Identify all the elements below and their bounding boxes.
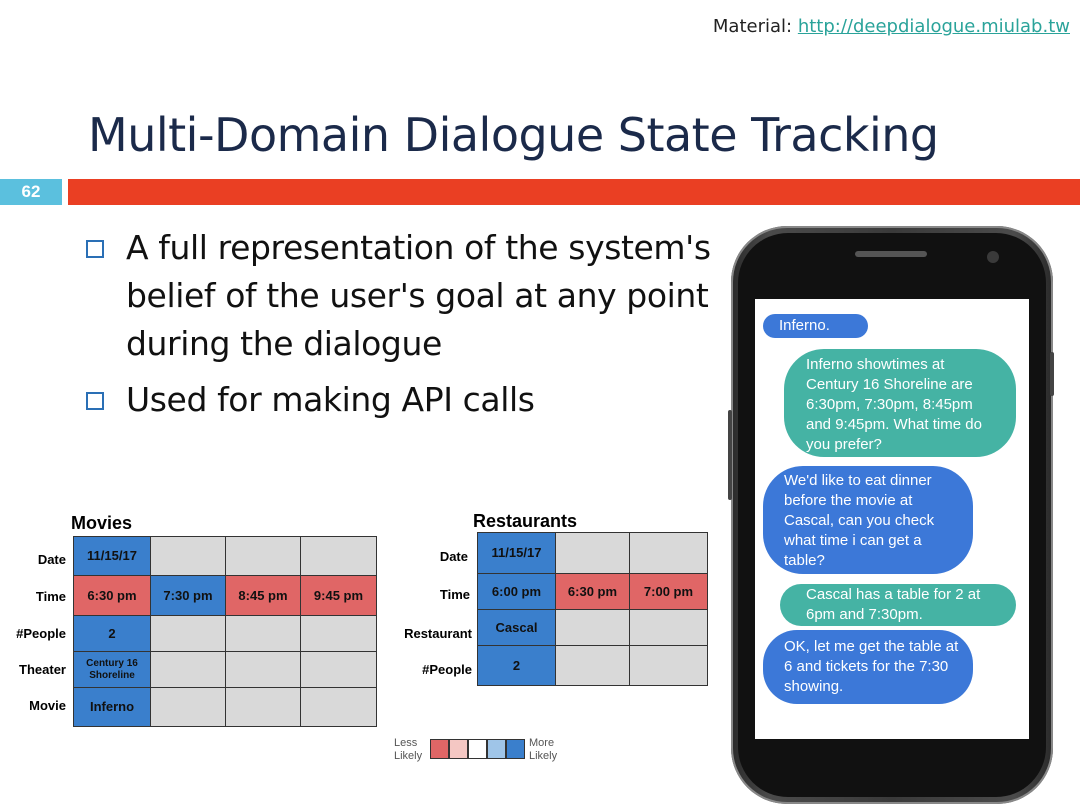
- chat-bubble-system: Inferno showtimes at Century 16 Shoreline are 6:30pm, 7:30pm, 8:45pm and 9:45pm. What time do you prefer?: [784, 349, 1016, 457]
- legend-swatch: [430, 739, 449, 759]
- legend-swatch: [468, 739, 487, 759]
- movies-time-cell: 9:45 pm: [300, 575, 377, 616]
- title-divider-bar: [68, 179, 1080, 205]
- movies-empty-cell: [300, 536, 377, 576]
- movies-row-label-movie: Movie: [29, 698, 66, 713]
- restaurants-empty-cell: [555, 609, 630, 646]
- movies-empty-cell: [225, 687, 301, 727]
- square-bullet-icon: [86, 392, 104, 410]
- restaurants-row-label-time: Time: [439, 587, 470, 602]
- bullet-text: A full representation of the system's belief of the user's goal at any point during the dialogue: [126, 228, 711, 363]
- movies-time-cell: 7:30 pm: [150, 575, 226, 616]
- page-number-badge: 62: [0, 179, 62, 205]
- legend-swatch: [449, 739, 468, 759]
- restaurants-empty-cell: [629, 532, 708, 574]
- restaurants-row-label-restaurant: Restaurant: [404, 626, 472, 641]
- material-label: Material:: [712, 16, 793, 37]
- slide-title: Multi-Domain Dialogue State Tracking: [88, 108, 939, 162]
- legend-swatch: [506, 739, 525, 759]
- chat-bubble-user: We'd like to eat dinner before the movie at Cascal, can you check what time i can get a table?: [763, 466, 973, 574]
- movies-time-cell: 8:45 pm: [225, 575, 301, 616]
- chat-bubble-system: Cascal has a table for 2 at 6pm and 7:30pm.: [780, 584, 1016, 626]
- legend-less-likely-label: Less Likely: [394, 737, 423, 762]
- legend-more-likely-label: More Likely: [529, 737, 558, 762]
- movies-empty-cell: [225, 615, 301, 652]
- movies-empty-cell: [300, 651, 377, 688]
- restaurants-name-cell: Cascal: [477, 609, 556, 646]
- phone-camera-icon: [987, 251, 999, 263]
- movies-theater-cell: Century 16 Shoreline: [73, 651, 151, 688]
- movies-row-label-date: Date: [37, 552, 66, 567]
- movies-row-label-time: Time: [35, 589, 66, 604]
- restaurants-row-label-people: #People: [422, 662, 472, 677]
- restaurants-time-cell: 6:30 pm: [555, 573, 630, 610]
- phone-volume-button: [728, 410, 732, 500]
- restaurants-date-cell: 11/15/17: [477, 532, 556, 574]
- restaurants-empty-cell: [629, 645, 708, 686]
- movies-empty-cell: [300, 615, 377, 652]
- legend-swatch: [487, 739, 506, 759]
- movies-row-label-theater: Theater: [19, 662, 66, 677]
- movies-empty-cell: [225, 651, 301, 688]
- movies-date-cell: 11/15/17: [73, 536, 151, 576]
- phone-power-button: [1050, 352, 1054, 396]
- bullet-list: [86, 224, 726, 432]
- restaurants-time-cell: 7:00 pm: [629, 573, 708, 610]
- material-credit: [713, 16, 1070, 37]
- phone-speaker: [855, 251, 927, 257]
- movies-row-label-people: #People: [16, 626, 66, 641]
- bullet-item: [86, 376, 726, 424]
- chat-bubble-user: Inferno.: [763, 314, 868, 338]
- square-bullet-icon: [86, 240, 104, 258]
- bullet-item: [86, 224, 726, 368]
- restaurants-row-label-date: Date: [439, 549, 468, 564]
- restaurants-people-cell: 2: [477, 645, 556, 686]
- restaurants-empty-cell: [555, 532, 630, 574]
- restaurants-time-cell: 6:00 pm: [477, 573, 556, 610]
- chat-bubble-user: OK, let me get the table at 6 and tickets for the 7:30 showing.: [763, 630, 973, 704]
- material-link[interactable]: http://deepdialogue.miulab.tw: [797, 16, 1070, 37]
- restaurants-empty-cell: [555, 645, 630, 686]
- movies-empty-cell: [150, 687, 226, 727]
- restaurants-table-title: Restaurants: [473, 511, 578, 531]
- movies-empty-cell: [300, 687, 377, 727]
- bullet-text: Used for making API calls: [126, 380, 535, 419]
- movies-movie-cell: Inferno: [73, 687, 151, 727]
- movies-empty-cell: [150, 536, 226, 576]
- movies-empty-cell: [150, 651, 226, 688]
- movies-empty-cell: [225, 536, 301, 576]
- movies-people-cell: 2: [73, 615, 151, 652]
- restaurants-empty-cell: [629, 609, 708, 646]
- movies-table-title: Movies: [71, 513, 133, 533]
- movies-empty-cell: [150, 615, 226, 652]
- movies-time-cell: 6:30 pm: [73, 575, 151, 616]
